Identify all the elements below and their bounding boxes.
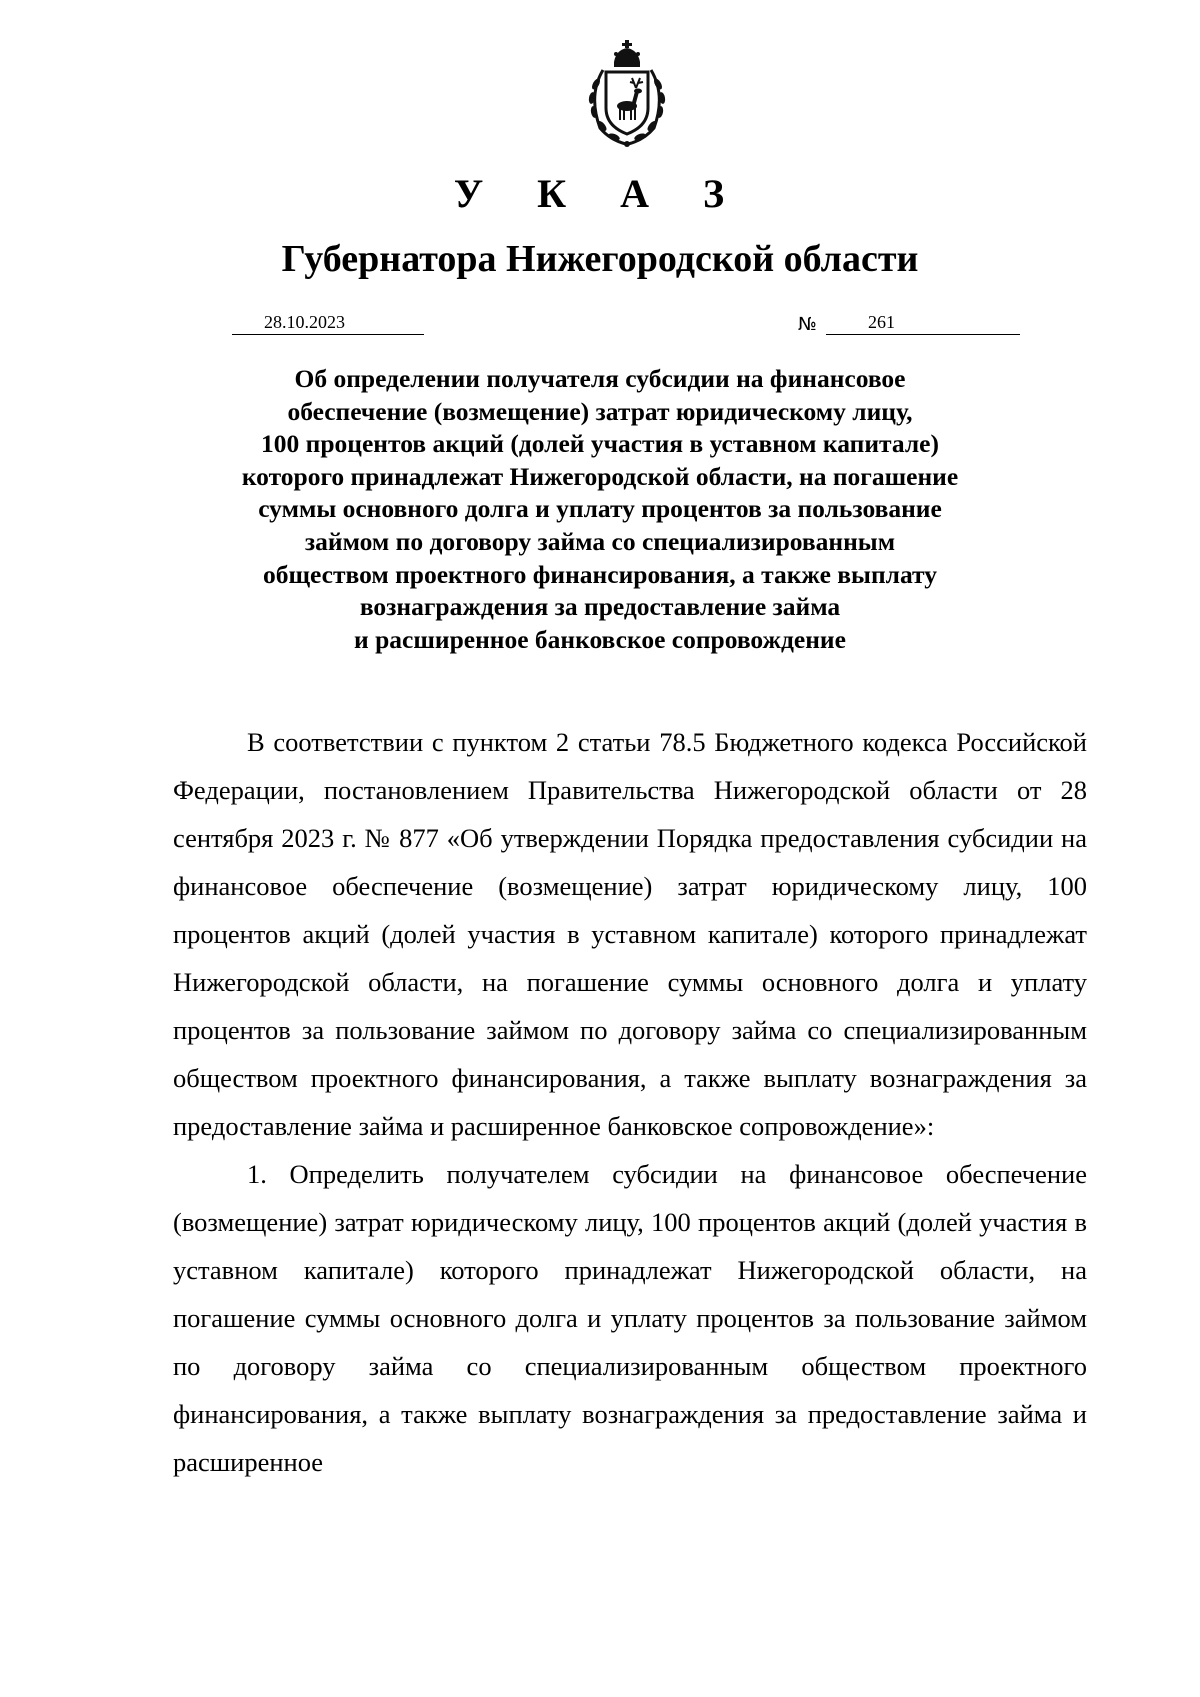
heading-line: вознаграждения за предоставление займа	[359, 592, 841, 622]
issuer-title: Губернатора Нижегородской области	[281, 238, 919, 280]
clause-1-paragraph: 1. Определить получателем субсидии на финансовое обеспечение (возмещение) затрат юридическому лицу, 100 процентов акций (долей участия в уставном капитале) которого принадлежат Нижегородской области, на погашение суммы основного долга и уплату процентов за пользование займом по договору займа со специализированным обществом проектного финансирования, а также выплату вознаграждения за предоставление займа и расширенное	[173, 1159, 1087, 1477]
heading-line: обеспечение (возмещение) затрат юридическому лицу,	[287, 396, 913, 426]
document-date-field	[232, 310, 424, 335]
heading-line: суммы основного долга и уплату процентов за пользование	[258, 494, 942, 524]
document-number: 261	[868, 312, 895, 332]
heading-line: обществом проектного финансирования, а также выплату	[263, 559, 937, 589]
document-type-title: У К А З	[453, 171, 747, 216]
coat-of-arms-icon	[570, 40, 684, 148]
number-sign: №	[798, 314, 817, 335]
preamble-paragraph: В соответствии с пунктом 2 статьи 78.5 Бюджетного кодекса Российской Федерации, постановлением Правительства Нижегородской области от 28 сентября 2023 г. № 877 «Об утверждении Порядка предоставления субсидии на финансовое обеспечение (возмещение) затрат юридическому лицу, 100 процентов акций (долей участия в уставном капитале) которого принадлежат Нижегородской области, на погашение суммы основного долга и уплату процентов за пользование займом по договору займа со специализированным обществом проектного финансирования, а также выплату вознаграждения за предоставление займа и расширенное банковское сопровождение»:	[173, 727, 1087, 1141]
document-heading	[160, 363, 1040, 656]
heading-line: займом по договору займа со специализированным	[304, 526, 896, 556]
heading-line: которого принадлежат Нижегородской области, на погашение	[241, 461, 959, 491]
heading-line: 100 процентов акций (долей участия в уставном капитале)	[261, 429, 939, 459]
document-number-field	[826, 310, 1020, 335]
heading-line: и расширенное банковское сопровождение	[354, 624, 846, 654]
document-date: 28.10.2023	[264, 312, 345, 332]
document-body	[173, 718, 1087, 1486]
heading-line: Об определении получателя субсидии на финансовое	[294, 364, 906, 393]
